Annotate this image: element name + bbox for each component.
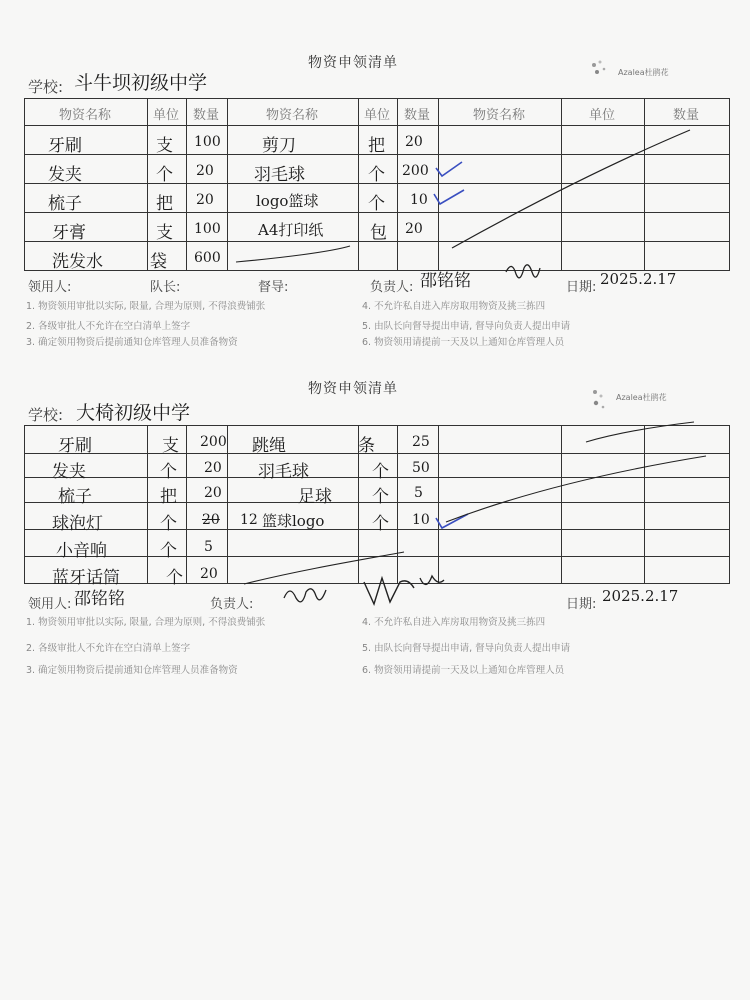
form1-date-value: 2025.2.17 [600,270,677,288]
form2-row4-qty1-struck: 20 [202,512,220,528]
form1-recipient-label: 领用人: [28,280,72,295]
form1-row1-unit1: 支 [156,136,173,156]
form1-row2-name1: 发夹 [48,165,82,185]
form1-rule-1: 1. 物资领用审批以实际, 限量, 合理为原则, 不得浪费铺张 [26,301,266,312]
form1-row5-name1: 洗发水 [52,252,103,272]
form1-supervisor-label: 督导: [258,280,289,295]
form1-header-qty-2: 数量 [403,108,430,123]
void-line [446,456,706,522]
form2-row6-unit1: 个 [166,568,183,588]
form2-rule-5: 5. 由队长向督导提出申请, 督导向负责人提出申请 [362,643,571,654]
form2-rule-6: 6. 物资领用请提前一天及以上通知仓库管理人员 [362,665,565,676]
form2-row3-qty1: 20 [204,485,222,501]
form2-logo-text: Azalea杜鹃花 [616,393,667,402]
form2-row6-name1: 蓝牙话筒 [52,568,120,588]
void-line [244,552,404,584]
form1-header-unit-3: 单位 [588,108,615,123]
form1-row3-unit1: 把 [156,194,173,214]
form2-row5-name1: 小音响 [56,541,107,561]
form2-row1-qty1: 200 [200,434,227,450]
form1-row1-unit2: 把 [368,136,385,156]
form1-row1-qty1: 100 [194,134,221,150]
form1-row4-name1: 牙膏 [52,223,86,243]
form1-rule-3: 3. 确定领用物资后提前通知仓库管理人员准备物资 [26,337,238,348]
form2-row3-name2: 足球 [298,487,332,507]
form1-row3-qty1: 20 [196,192,214,208]
form2-row3-unit2: 个 [372,487,389,507]
form1-row2-name2: 羽毛球 [254,165,305,185]
form2-school-label: 学校: [28,406,64,424]
checkmark-icon [436,162,462,176]
form2-school-name: 大椅初级中学 [76,402,191,424]
form1-row1-name1: 牙刷 [48,136,82,156]
signature-scribble [284,589,326,602]
form1-row4-qty2: 20 [405,221,423,237]
form2-row3-unit1: 把 [160,487,177,507]
form1-header-unit-2: 单位 [363,108,390,123]
form1-school-label: 学校: [28,78,64,96]
form1-row3-unit2: 个 [368,194,385,214]
form1-header-name-2: 物资名称 [265,108,318,123]
form1-rule-2: 2. 各级审批人不允许在空白清单上签字 [26,321,191,332]
form2-recipient-label: 领用人: [28,597,72,612]
form2-row6-qty1: 20 [200,566,218,582]
form2-row1-name2: 跳绳 [252,436,286,456]
signature-scribble [364,578,414,604]
form2-row4-unit2: 个 [372,514,389,534]
form1-row2-unit2: 个 [368,165,385,185]
form2-rule-4: 4. 不允许私自进入库房取用物资及挑三拣四 [362,617,546,628]
form1-row1-name2: 剪刀 [262,136,296,156]
form1-rule-6: 6. 物资领用请提前一天及以上通知仓库管理人员 [362,337,565,348]
form1-school-name: 斗牛坝初级中学 [74,72,208,94]
form1-row2-qty1: 20 [196,163,214,179]
form2-row3-qty2: 5 [414,485,423,501]
form2-row2-name2: 羽毛球 [258,462,309,482]
form1-date-label: 日期: [566,280,597,295]
form1-rule-4: 4. 不允许私自进入库房取用物资及挑三拣四 [362,301,546,312]
form1-rule-5: 5. 由队长向督导提出申请, 督导向负责人提出申请 [362,321,571,332]
form2-date-value: 2025.2.17 [602,587,679,605]
form2-responsible-label: 负责人: [210,597,254,612]
form2-row2-qty1: 20 [204,460,222,476]
void-line [452,130,690,248]
form2-row2-unit2: 个 [372,462,389,482]
form1-row4-unit2: 包 [370,223,387,243]
form2-rule-2: 2. 各级审批人不允许在空白清单上签字 [26,643,191,654]
form1-header-name-3: 物资名称 [472,108,525,123]
form2-row5-qty1: 5 [204,539,213,555]
form2-row1-unit1: 支 [162,436,179,456]
form1-header-unit-1: 单位 [152,108,179,123]
form1-row1-qty2: 20 [405,134,423,150]
form2-row4-qty2: 10 [412,512,430,528]
checkmark-icon [434,190,464,204]
form2-row4-unit1: 个 [160,514,177,534]
form1-row4-qty1: 100 [194,221,221,237]
form1-row4-unit1: 支 [156,223,173,243]
form1-header-name-1: 物资名称 [58,108,111,123]
form2-title: 物资申领清单 [308,381,398,397]
form2-rule-1: 1. 物资领用审批以实际, 限量, 合理为原则, 不得浪费铺张 [26,617,266,628]
signature-scribble [420,576,444,585]
form1-responsible-label: 负责人: [370,280,414,295]
form2-row4-name1: 球泡灯 [52,514,103,534]
form1-responsible-name: 邵铭铭 [420,271,471,291]
form2-rule-3: 3. 确定领用物资后提前通知仓库管理人员准备物资 [26,665,238,676]
void-line [236,246,350,262]
void-line [586,422,694,442]
form1-row5-unit1: 袋 [150,252,167,272]
form1-logo-text: Azalea杜鹃花 [618,68,669,77]
form1-header-qty-3: 数量 [672,108,699,123]
form2-row2-name1: 发夹 [52,462,86,482]
form1-header-qty-1: 数量 [192,108,219,123]
form2-row3-name1: 梳子 [58,487,92,507]
form1-row5-qty1: 600 [194,250,221,266]
form2-row1-qty2: 25 [412,434,430,450]
form2-row2-qty2: 50 [412,460,430,476]
form1-title: 物资申领清单 [308,55,398,71]
form1-row3-qty2: 10 [410,192,428,208]
form1-row3-name2: logo篮球 [256,192,319,210]
form1-row2-qty2: 200 [402,163,429,179]
form2-date-label: 日期: [566,597,597,612]
form2-row1-name1: 牙刷 [58,436,92,456]
form2-recipient-name: 邵铭铭 [74,589,125,609]
form2-row4-qty1-corrected: 12 [240,512,258,528]
form1-row4-name2: A4打印纸 [258,221,324,239]
form1-row3-name1: 梳子 [48,194,82,214]
form2-row1-unit2: 条 [358,436,375,456]
form2-row4-name2: 篮球logo [262,512,325,530]
form2-row2-unit1: 个 [160,462,177,482]
form2-row5-unit1: 个 [160,541,177,561]
form1-row2-unit1: 个 [156,165,173,185]
signature-scribble [506,265,540,278]
form1-captain-label: 队长: [150,280,181,295]
